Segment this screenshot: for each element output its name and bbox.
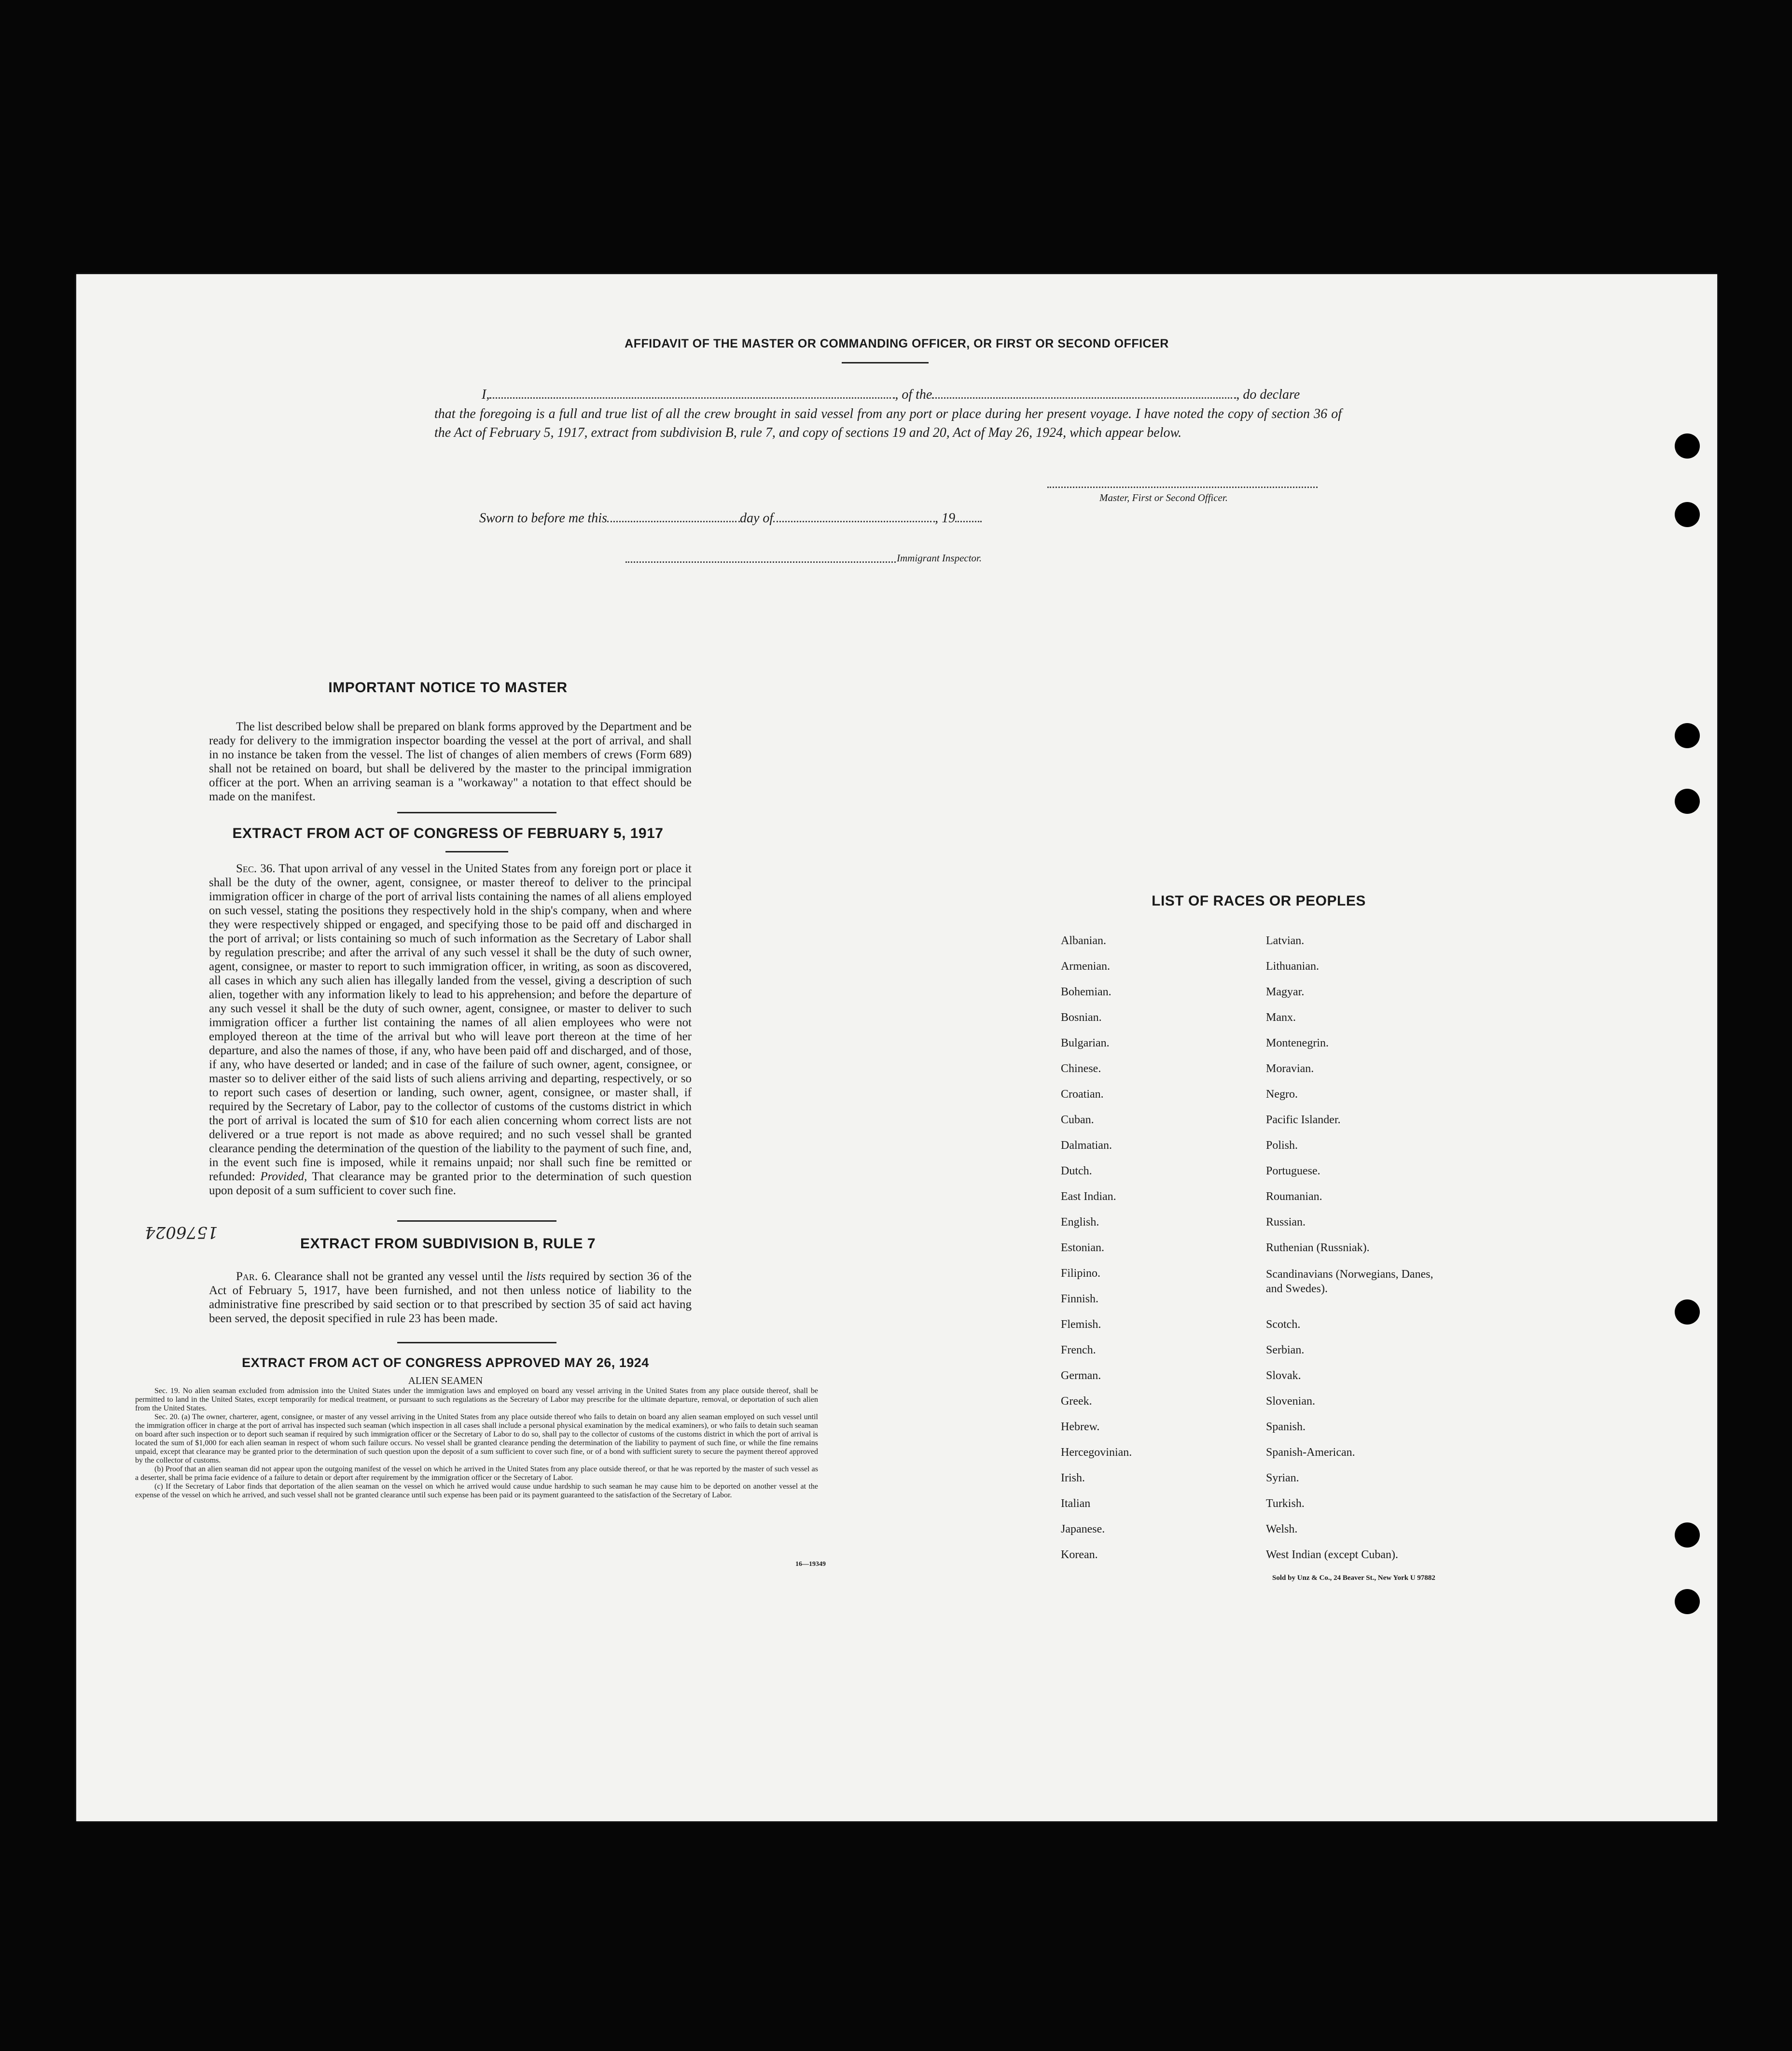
section-20a-text: Sec. 20. (a) The owner, charterer, agent, consignee, or master of any vessel arriving in the United States from any place outside thereof who fails to detain on board any alien seaman employed on such vessel until the immigration officer in charge at the port of arrival has inspected such seaman (which inspection in all cases shall include a personal physical examination by the medical examiners), or who fails to detain such seaman on board after such inspection or to deport such seaman if required by such immigration officer or the Secretary of Labor to do so, shall pay to the collector of customs of the customs district in which the port of arrival is located the sum of $1,000 for each alien seaman in respect of whom such failure occurs. No vessel shall be granted clearance pending the determination of the liability to payment of such fine, or while the fine remains unpaid, except that clearance may be granted prior to the determination of such question upon the deposit of a sum sufficient to cover such fine, or of a bond with sufficient surety to secure the payment thereof approved by the collector of customs. bbox=[135, 1413, 818, 1465]
sworn-line bbox=[479, 509, 1155, 528]
race-item: Portuguese. bbox=[1266, 1165, 1320, 1177]
race-item: Hebrew. bbox=[1061, 1421, 1100, 1433]
year-blank-line bbox=[955, 512, 982, 522]
divider bbox=[397, 1220, 556, 1222]
race-item: Italian bbox=[1061, 1497, 1091, 1510]
alien-seamen-subtitle: ALIEN SEAMEN bbox=[408, 1375, 483, 1386]
race-item: Armenian. bbox=[1061, 960, 1110, 973]
race-item: Scandinavians (Norwegians, Danes, and Swedes). bbox=[1266, 1268, 1433, 1295]
handwritten-reference-number: 1576024 bbox=[145, 1223, 218, 1242]
race-item: English. bbox=[1061, 1216, 1099, 1228]
lists-word: lists bbox=[526, 1270, 546, 1283]
race-item: Flemish. bbox=[1061, 1318, 1101, 1331]
binder-hole bbox=[1675, 1299, 1700, 1325]
binder-hole bbox=[1675, 1589, 1700, 1614]
race-item: Finnish. bbox=[1061, 1293, 1099, 1305]
race-item: Bosnian. bbox=[1061, 1011, 1102, 1024]
races-title: LIST OF RACES OR PEOPLES bbox=[1152, 893, 1366, 909]
year-label: , 19 bbox=[935, 511, 956, 526]
race-item: Irish. bbox=[1061, 1472, 1085, 1484]
race-item: Manx. bbox=[1266, 1011, 1296, 1024]
paragraph-6-body-a: Clearance shall not be granted any vessel until the bbox=[274, 1270, 523, 1283]
race-item: Bohemian. bbox=[1061, 986, 1111, 998]
race-item: Spanish-American. bbox=[1266, 1446, 1355, 1459]
races-column-2 bbox=[1266, 935, 1469, 1574]
race-item: Cuban. bbox=[1061, 1114, 1094, 1126]
race-item: Chinese. bbox=[1061, 1062, 1101, 1075]
affidavit-declaration-line bbox=[434, 385, 1414, 404]
master-signature-line bbox=[1047, 487, 1318, 488]
race-item: Slovak. bbox=[1266, 1369, 1301, 1382]
race-item: Spanish. bbox=[1266, 1421, 1306, 1433]
day-blank-line bbox=[607, 512, 740, 522]
race-item: Serbian. bbox=[1266, 1344, 1305, 1356]
divider bbox=[397, 812, 556, 813]
notice-body: The list described below shall be prepared on blank forms approved by the Department and be ready for delivery to the immigration inspector boarding the vessel at the port of arrival, and shall in no instance be taken from the vessel. The list of changes of alien members of crews (Form 689) shall not be retained on board, but shall be delivered by the master to the principal immigration officer at the port. When an arriving seaman is a "workaway" a notation to that effect should be made on the manifest. bbox=[209, 720, 692, 803]
printer-imprint: Sold by Unz & Co., 24 Beaver St., New York U 97882 bbox=[1272, 1574, 1435, 1582]
binder-hole bbox=[1675, 502, 1700, 527]
name-blank-line bbox=[489, 389, 895, 399]
race-item: Lithuanian. bbox=[1266, 960, 1319, 973]
race-item: Dalmatian. bbox=[1061, 1139, 1112, 1152]
affidavit-declare-label: , do declare bbox=[1236, 387, 1300, 402]
race-item: Hercegovinian. bbox=[1061, 1446, 1132, 1459]
race-item: Albanian. bbox=[1061, 935, 1106, 947]
master-signature-label: Master, First or Second Officer. bbox=[1099, 492, 1228, 503]
race-item: Pacific Islander. bbox=[1266, 1114, 1341, 1126]
race-item: Montenegrin. bbox=[1266, 1037, 1329, 1049]
race-item: Korean. bbox=[1061, 1549, 1098, 1561]
race-item: Estonian. bbox=[1061, 1242, 1104, 1254]
day-of-label: day of bbox=[739, 511, 774, 526]
race-item: Ruthenian (Russniak). bbox=[1266, 1242, 1370, 1254]
race-item: Negro. bbox=[1266, 1088, 1298, 1101]
paragraph-6-body-b: required by section 36 of the Act of February 5, 1917, have been furnished, and not then unless notice of liability to the administrative fine prescribed by said section or to that prescribed by section 35 of said act having been served, the deposit specified in rule 23 has been made. bbox=[209, 1270, 692, 1325]
section-20c-text: (c) If the Secretary of Labor finds that deportation of the alien seaman on the vessel on which he arrived would cause undue hardship to such seaman he may cause him to be deported on another vessel at the expense of the vessel on which he arrived, and such vessel shall not be granted clearance until such expense has been paid or its payment guaranteed to the satisfaction of the Secretary of Labor. bbox=[135, 1482, 818, 1499]
extract-1917-title: EXTRACT FROM ACT OF CONGRESS OF FEBRUARY 5, 1917 bbox=[232, 825, 664, 841]
race-item: East Indian. bbox=[1061, 1190, 1116, 1203]
race-item: Bulgarian. bbox=[1061, 1037, 1110, 1049]
extract-1924-title: EXTRACT FROM ACT OF CONGRESS APPROVED MAY 26, 1924 bbox=[242, 1355, 649, 1370]
race-item: Moravian. bbox=[1266, 1062, 1314, 1075]
race-item: Latvian. bbox=[1266, 935, 1305, 947]
race-item: Croatian. bbox=[1061, 1088, 1104, 1101]
section-20b-text: (b) Proof that an alien seaman did not appear upon the outgoing manifest of the vessel on which he arrived in the United States from any place outside thereof, or that he was reported by the master of such vessel as a deserter, shall be prima facie evidence of a failure to detain or deport after requirement by the immigration officer or the Secretary of Labor. bbox=[135, 1465, 818, 1482]
binder-hole bbox=[1675, 433, 1700, 459]
affidavit-of-label: , of the bbox=[895, 387, 932, 402]
race-item: Filipino. bbox=[1061, 1267, 1101, 1280]
race-item: Greek. bbox=[1061, 1395, 1092, 1408]
proviso-text: That clearance may be granted prior to the determination of such question upon deposit of a sum sufficient to cover such fine. bbox=[209, 1170, 692, 1197]
affidavit-body: that the foregoing is a full and true list of all the crew brought in said vessel from any port or place during her present voyage. I have noted the copy of section 36 of the Act of February 5, 1917, extract from subdivision B, rule 7, and copy of sections 19 and 20, Act of May 26, 1924, which appear below. bbox=[434, 406, 1342, 440]
race-item: Roumanian. bbox=[1266, 1190, 1322, 1203]
paragraph-6-label: Par. 6. bbox=[236, 1270, 271, 1283]
race-item: Slovenian. bbox=[1266, 1395, 1315, 1408]
divider bbox=[842, 362, 929, 363]
race-item: Russian. bbox=[1266, 1216, 1306, 1228]
race-item: German. bbox=[1061, 1369, 1101, 1382]
form-number: 16—19349 bbox=[795, 1561, 826, 1568]
races-column-1 bbox=[1061, 935, 1244, 1574]
paragraph-6-text bbox=[209, 1270, 692, 1325]
race-item: Polish. bbox=[1266, 1139, 1298, 1152]
rule-7-title: EXTRACT FROM SUBDIVISION B, RULE 7 bbox=[300, 1236, 596, 1252]
binder-hole bbox=[1675, 723, 1700, 748]
vessel-blank-line bbox=[932, 389, 1236, 399]
divider bbox=[397, 1342, 556, 1343]
binder-hole bbox=[1675, 789, 1700, 814]
sections-19-20 bbox=[135, 1387, 818, 1500]
divider bbox=[445, 851, 508, 852]
inspector-signature-line bbox=[625, 561, 896, 563]
race-item: Welsh. bbox=[1266, 1523, 1298, 1535]
section-36-body: That upon arrival of any vessel in the United States from any foreign port or place it shall be the duty of the owner, agent, consignee, or master thereof to deliver to the principal immigration officer in charge of the port of arrival lists containing the names of all aliens employed on such vessel, stating the positions they respectively hold in the ship's company, when and where they were respectively shipped or engaged, and specifying those to be paid off and discharged in the port of arrival; or lists containing so much of such information as the Secretary of Labor shall by regulation prescribe; and after the arrival of any such vessel it shall be the duty of such owner, agent, consignee, or master to report to such immigration officer, in writing, as soon as discovered, all cases in which any such alien has illegally landed from the vessel, giving a description of such alien, together with any information likely to lead to his apprehension; and before the departure of any such vessel it shall be the duty of such owner, agent, consignee, or master to deliver to such immigration officer a further list containing the names of all alien employees who were not employed thereon at the time of the arrival but who will leave port thereon at the time of her departure, and also the names of those, if any, who have been paid off and discharged, and of those, if any, who have deserted or landed; and in case of the failure of such owner, agent, consignee, or master so to deliver either of the said lists of such aliens arriving and departing, respectively, or so to report such cases of desertion or landing, such owner, agent, consignee, or master shall, if required by the Secretary of Labor, pay to the collector of customs of the customs district in which the port of arrival is located the sum of $10 for each alien concerning whom correct lists are not delivered or a true report is not made as above required; and no such vessel shall be granted clearance pending the determination of the question of the liability to the payment of such fine, and, in the event such fine is imposed, while it remains unpaid; nor shall such fine be remitted or refunded: bbox=[209, 862, 692, 1183]
race-item: Japanese. bbox=[1061, 1523, 1105, 1535]
race-item: Turkish. bbox=[1266, 1497, 1305, 1510]
affidavit-i-label: I, bbox=[482, 387, 490, 402]
sworn-label: Sworn to before me this bbox=[479, 511, 607, 526]
proviso-label: Provided, bbox=[260, 1170, 307, 1183]
notice-title: IMPORTANT NOTICE TO MASTER bbox=[328, 680, 568, 696]
race-item: West Indian (except Cuban). bbox=[1266, 1549, 1398, 1561]
binder-hole bbox=[1675, 1522, 1700, 1548]
race-item: Dutch. bbox=[1061, 1165, 1092, 1177]
inspector-signature-label: Immigrant Inspector. bbox=[897, 552, 982, 564]
section-36-text bbox=[209, 862, 692, 1198]
affidavit-title: AFFIDAVIT OF THE MASTER OR COMMANDING OFFICER, OR FIRST OR SECOND OFFICER bbox=[625, 337, 1169, 350]
section-36-label: Sec. 36. bbox=[236, 862, 276, 875]
race-item: French. bbox=[1061, 1344, 1096, 1356]
section-19-text: Sec. 19. No alien seaman excluded from admission into the United States under the immigration laws and employed on board any vessel arriving in the United States from any place outside thereof, shall be permitted to land in the United States, except temporarily for medical treatment, or pursuant to such regulations as the Secretary of Labor may prescribe for the ultimate departure, removal, or deportation of such alien from the United States. bbox=[135, 1387, 818, 1412]
document-sheet bbox=[76, 274, 1717, 1821]
race-item: Magyar. bbox=[1266, 986, 1305, 998]
race-item: Syrian. bbox=[1266, 1472, 1299, 1484]
race-item: Scotch. bbox=[1266, 1318, 1301, 1331]
month-blank-line bbox=[773, 512, 935, 522]
